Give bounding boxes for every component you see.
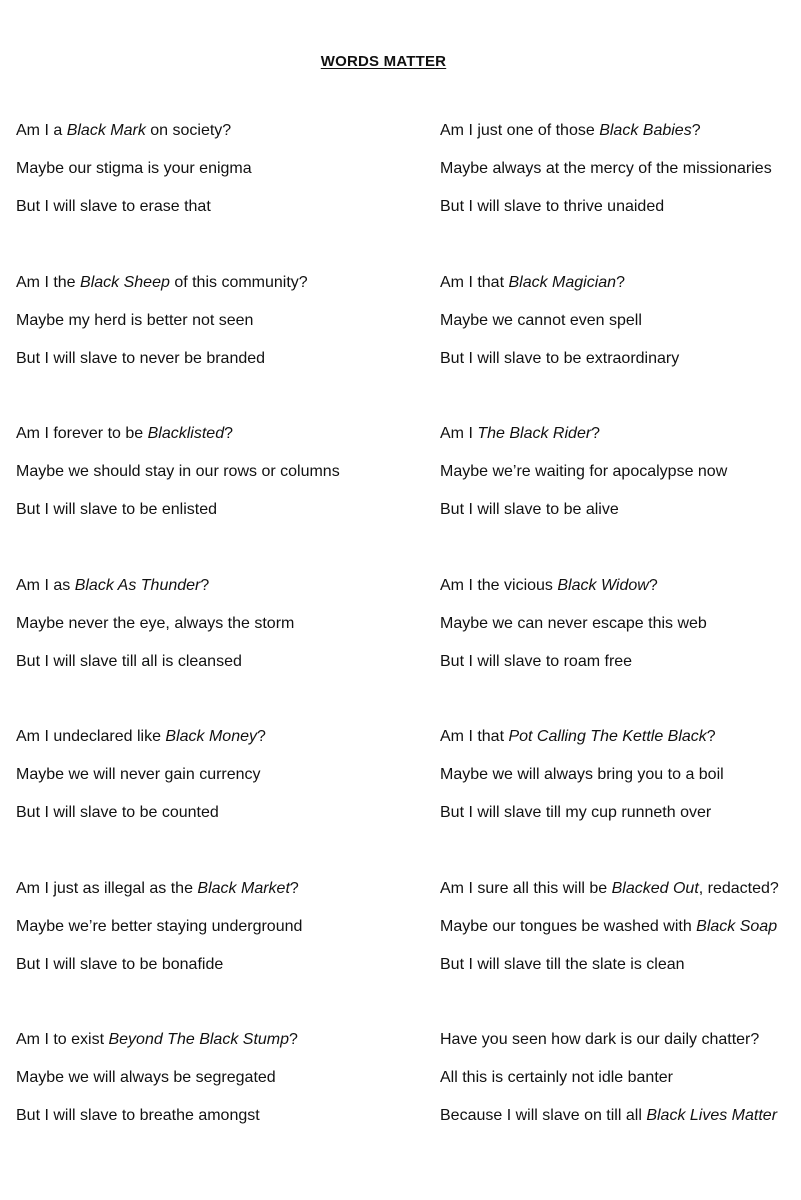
line-text: Because I will slave on till all (440, 1107, 647, 1124)
poem-line (440, 463, 798, 501)
line-text: Am I (440, 425, 478, 442)
line-text: Am I as (16, 576, 75, 594)
italic-phrase: Blacklisted (147, 425, 225, 442)
italic-phrase: Black As Thunder (74, 576, 201, 594)
poem-line (16, 1069, 376, 1107)
left-stanza-6 (16, 880, 376, 1032)
line-text: on society? (145, 122, 232, 139)
poem-line (16, 615, 376, 653)
left-stanza-3 (16, 425, 376, 577)
line-text: Maybe we will always bring you to a boil (440, 766, 724, 783)
line-text: All this is certainly not idle banter (440, 1069, 673, 1086)
line-text: But I will slave to thrive unaided (440, 198, 665, 215)
line-text: Maybe we will never gain currency (16, 766, 261, 783)
left-stanza-4 (16, 577, 376, 729)
line-text: But I will slave till the slate is clean (440, 955, 685, 973)
line-text: Am I a (16, 122, 67, 139)
italic-phrase: Blacked Out (611, 879, 699, 897)
poem-line (440, 653, 798, 691)
line-text: of this community? (169, 273, 308, 291)
poem-line (16, 274, 376, 312)
poem-line (440, 122, 798, 160)
poem-line (440, 160, 798, 198)
poem-line (440, 766, 798, 804)
poem-line (16, 312, 376, 350)
line-text: Maybe we cannot even spell (440, 311, 642, 329)
italic-phrase: Black Magician (508, 273, 617, 291)
line-text: ? (648, 576, 658, 594)
right-stanza-4 (440, 577, 798, 729)
italic-phrase: Black Market (197, 879, 290, 897)
line-text: Maybe we’re better staying underground (16, 917, 303, 935)
right-stanza-6 (440, 880, 798, 1032)
italic-phrase: Beyond The Black Stump (108, 1031, 290, 1048)
italic-phrase: Black Sheep (80, 273, 170, 291)
line-text: Am I the (16, 273, 81, 291)
left-stanza-7 (16, 1031, 376, 1183)
line-text: But I will slave to be counted (16, 804, 219, 821)
line-text: ? (289, 1031, 298, 1048)
line-text: But I will slave to erase that (16, 198, 211, 215)
poem-line (16, 880, 376, 918)
line-text: Maybe my herd is better not seen (16, 311, 254, 329)
italic-phrase: Black Mark (66, 122, 146, 139)
right-stanza-2 (440, 274, 798, 426)
poem-line (16, 728, 376, 766)
line-text: Maybe we can never escape this web (440, 614, 707, 632)
poem-line (16, 160, 376, 198)
line-text: Am I just as illegal as the (16, 879, 198, 897)
poem-line (16, 501, 376, 539)
poem-line (16, 653, 376, 691)
poem-line (16, 425, 376, 463)
poem-line (440, 956, 798, 994)
line-text: But I will slave to be bonafide (16, 955, 224, 973)
left-column (16, 122, 376, 1183)
poem-line (16, 956, 376, 994)
line-text: ? (200, 576, 210, 594)
italic-phrase: The Black Rider (477, 425, 592, 442)
poem-line (440, 804, 798, 842)
line-text: ? (224, 425, 233, 442)
poem-line (440, 880, 798, 918)
line-text: Maybe we’re waiting for apocalypse now (440, 463, 728, 480)
poem-title: WORDS MATTER (320, 53, 447, 70)
poem-line (16, 577, 376, 615)
line-text: But I will slave till my cup runneth over (440, 804, 712, 821)
line-text: ? (289, 879, 299, 897)
left-stanza-1 (16, 122, 376, 274)
line-text: ? (257, 728, 266, 745)
right-stanza-3 (440, 425, 798, 577)
line-text: Maybe we will always be segregated (16, 1069, 276, 1086)
right-stanza-5 (440, 728, 798, 880)
line-text: Am I the vicious (440, 576, 558, 594)
italic-phrase: Black Money (165, 728, 257, 745)
poem-line (16, 122, 376, 160)
line-text: But I will slave to roam free (440, 652, 633, 670)
left-stanza-2 (16, 274, 376, 426)
line-text: ? (691, 122, 701, 139)
right-stanza-7 (440, 1031, 798, 1183)
poem-line (16, 918, 376, 956)
right-column (440, 122, 798, 1183)
poem-line (16, 804, 376, 842)
italic-phrase: Black Lives Matter (646, 1107, 778, 1124)
poem-line (440, 577, 798, 615)
line-text: Am I just one of those (440, 122, 600, 139)
poem-line (440, 1031, 798, 1069)
poem-line (16, 1107, 376, 1145)
line-text: Am I that (440, 728, 509, 745)
poem-line (440, 350, 798, 388)
italic-phrase: Black Babies (599, 122, 692, 139)
line-text: But I will slave to be alive (440, 501, 619, 518)
poem-line (440, 615, 798, 653)
line-text: But I will slave to be enlisted (16, 501, 217, 518)
line-text: But I will slave to breathe amongst (16, 1107, 260, 1124)
line-text: Maybe our stigma is your enigma (16, 160, 252, 177)
italic-phrase: Black Widow (557, 576, 649, 594)
poem-line (440, 1107, 798, 1145)
line-text: Am I sure all this will be (440, 879, 612, 897)
line-text: Am I to exist (16, 1031, 109, 1048)
line-text: ? (616, 273, 625, 291)
poem-line (440, 728, 798, 766)
line-text: Maybe our tongues be washed with (440, 917, 697, 935)
line-text: Am I forever to be (16, 425, 148, 442)
poem-line (16, 350, 376, 388)
line-text: But I will slave to never be branded (16, 349, 266, 367)
right-stanza-1 (440, 122, 798, 274)
line-text: Maybe we should stay in our rows or columns (16, 463, 340, 480)
line-text: ? (591, 425, 601, 442)
left-stanza-5 (16, 728, 376, 880)
line-text: Have you seen how dark is our daily chatter? (440, 1031, 760, 1048)
line-text: ? (706, 728, 716, 745)
poem-line (16, 1031, 376, 1069)
poem-line (440, 501, 798, 539)
italic-phrase: Black Soap (696, 917, 778, 935)
line-text: , redacted? (698, 879, 779, 897)
poem-line (440, 274, 798, 312)
line-text: But I will slave to be extraordinary (440, 349, 680, 367)
line-text: Am I undeclared like (16, 728, 166, 745)
poem-line (440, 312, 798, 350)
poem-line (440, 198, 798, 236)
line-text: But I will slave till all is cleansed (16, 652, 242, 670)
poem-line (16, 463, 376, 501)
line-text: Maybe never the eye, always the storm (16, 614, 295, 632)
italic-phrase: Pot Calling The Kettle Black (508, 728, 707, 745)
line-text: Am I that (440, 273, 509, 291)
poem-line (440, 425, 798, 463)
poem-line (440, 1069, 798, 1107)
poem-line (16, 766, 376, 804)
poem-line (440, 918, 798, 956)
line-text: Maybe always at the mercy of the missionaries (440, 160, 772, 177)
poem-line (16, 198, 376, 236)
